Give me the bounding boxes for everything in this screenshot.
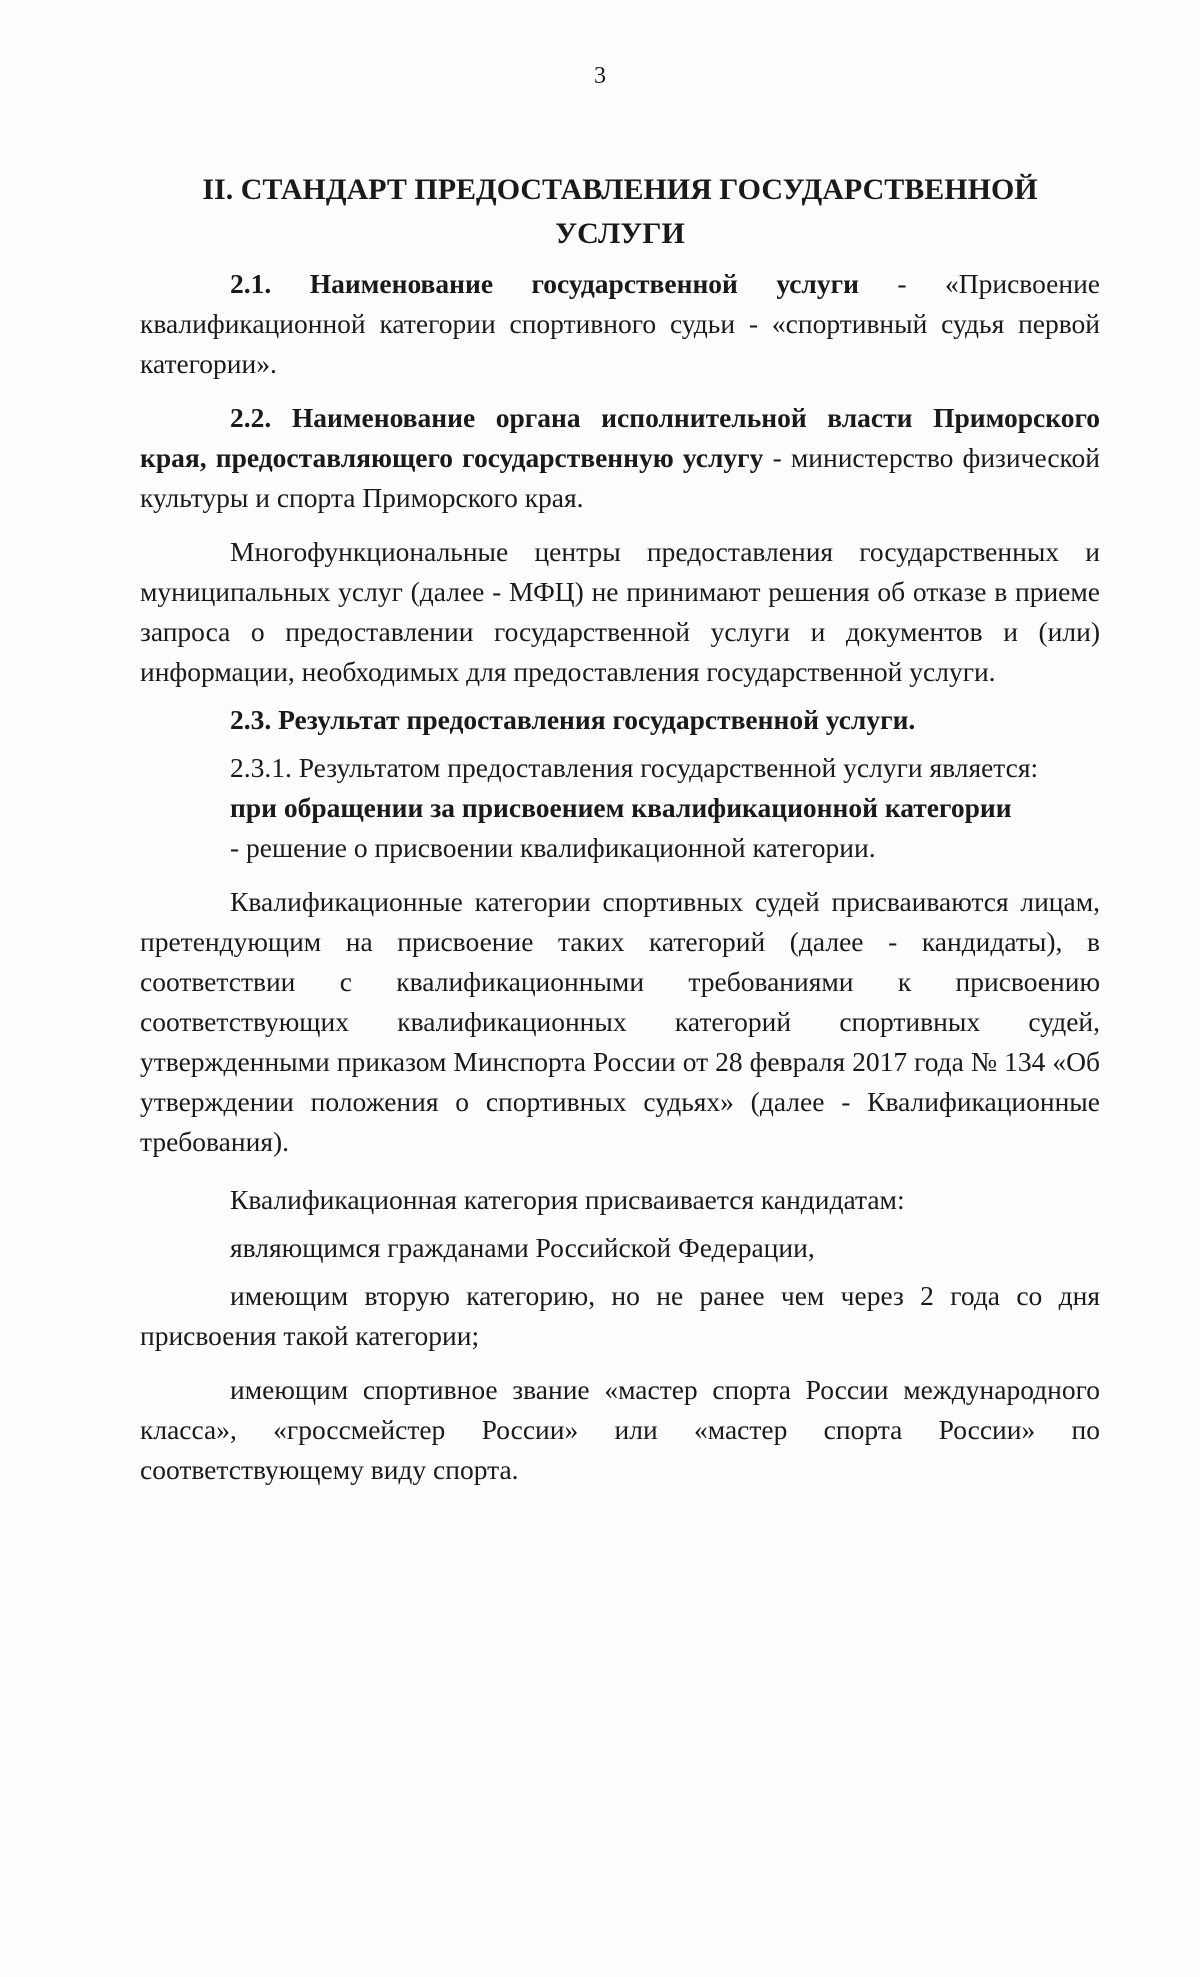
paragraph-master-sport: имеющим спортивное звание «мастер спорта России международного класса», «гроссмейстер России» или «мастер спорта России» по соответствующему виду спорта. [140, 1374, 1100, 1485]
paragraph-2-2 [140, 398, 1100, 518]
page-number: 3 [594, 63, 606, 89]
paragraph-appeal [140, 788, 1100, 828]
paragraph-decision: - решение о присвоении квалификационной категории. [230, 832, 876, 863]
paragraph-2-1-text: - «Присвоение квалификационной категории спортивного судьи - «спортивный судья первой категории». [140, 268, 1101, 379]
paragraph-appeal-bold: при обращении за присвоением квалификационной категории [230, 792, 1012, 823]
paragraph-2-3 [140, 700, 1100, 740]
paragraph-qualification: Квалификационные категории спортивных судей присваиваются лицам, претендующим на присвоение таких категорий (далее - кандидаты), в соответствии с квалификационными требованиями к присвоению соответствующих квалификационных категорий спортивных судей, утвержденными приказом Минспорта России от 28 февраля 2017 года № 134 «Об утверждении положения о спортивных судьях» (далее - Квалификационные требования). [140, 886, 1100, 1157]
paragraph-2-1-label: 2.1. Наименование государственной услуги [230, 268, 859, 299]
paragraph-2-3-heading: 2.3. Результат предоставления государственной услуги. [230, 704, 916, 735]
section-title: II. СТАНДАРТ ПРЕДОСТАВЛЕНИЯ ГОСУДАРСТВЕННОЙ УСЛУГИ [202, 173, 1038, 250]
paragraph-2-1 [140, 264, 1100, 384]
document-body [140, 168, 1100, 1490]
paragraph-assigned: Квалификационная категория присваивается кандидатам: [230, 1184, 905, 1215]
paragraph-mfc: Многофункциональные центры предоставления государственных и муниципальных услуг (далее - МФЦ) не принимают решения об отказе в приеме запроса о предоставлении государственной услуги и документов и (или) информации, необходимых для предоставления государственной услуги. [140, 536, 1100, 687]
paragraph-second-category: имеющим вторую категорию, но не ранее чем через 2 года со дня присвоения такой категории; [140, 1280, 1100, 1351]
paragraph-2-2-text: - министерство физической культуры и спорта Приморского края. [140, 442, 1100, 513]
paragraph-citizens: являющимся гражданами Российской Федерации, [230, 1232, 815, 1263]
paragraph-2-3-1: 2.3.1. Результатом предоставления государственной услуги является: [230, 752, 1039, 783]
paragraph-2-2-label: 2.2. Наименование органа исполнительной власти Приморского края, предоставляющего государственную услугу [140, 402, 1100, 473]
